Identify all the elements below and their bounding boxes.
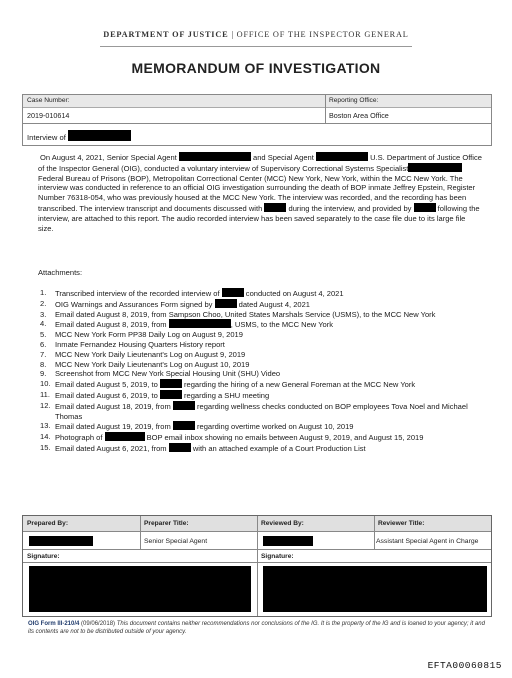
table-divider [257, 516, 258, 616]
form-footer [28, 620, 488, 636]
narrative-part: and Special Agent [253, 153, 314, 162]
attachment-text: Email dated August 6, 2019, to [55, 390, 158, 400]
attachment-number: 10. [40, 379, 51, 389]
attachment-item [38, 379, 482, 390]
attachment-text: Email dated August 5, 2019, to [55, 380, 158, 390]
attachment-number: 3. [40, 309, 47, 319]
narrative-paragraph [38, 152, 482, 233]
attachment-text: , USMS, to the MCC New York [230, 320, 334, 330]
reporting-office-value: Boston Area Office [329, 111, 389, 120]
redaction-block [169, 319, 231, 328]
attachment-item [38, 299, 482, 310]
attachment-item [38, 319, 482, 330]
attachment-number: 15. [40, 442, 51, 452]
signature-label-left: Signature: [27, 553, 60, 560]
subject-line [27, 130, 131, 142]
case-info-header-row [23, 95, 491, 108]
case-info-box [22, 94, 492, 124]
attachment-item [38, 288, 482, 299]
redaction-block [169, 443, 191, 452]
table-divider [374, 516, 375, 549]
redaction-block [316, 152, 368, 161]
bates-number: EFTA00060815 [427, 660, 502, 671]
redaction-block [215, 299, 237, 308]
attachment-number: 13. [40, 421, 51, 431]
attachment-item [38, 401, 482, 422]
attachment-number: 6. [40, 339, 47, 349]
letterhead-separator: | [228, 30, 237, 39]
attachments-list [38, 288, 482, 454]
attachment-item [38, 360, 482, 370]
redacted-preparer-name [29, 536, 93, 546]
case-info-divider [325, 95, 326, 123]
letterhead-rule [100, 46, 412, 47]
redacted-reviewer-signature [263, 566, 487, 612]
redaction-block [414, 203, 436, 212]
attachment-item [38, 310, 482, 320]
signature-label-right: Signature: [261, 553, 294, 560]
attachment-text: MCC New York Daily Lieutenant's Log on August 10, 2019 [55, 359, 250, 369]
attachment-text: OIG Warnings and Assurances Form signed by [55, 299, 213, 309]
attachment-text: Photograph of [55, 433, 103, 443]
narrative-text [38, 152, 482, 233]
attachment-item [38, 443, 482, 454]
attachment-number: 5. [40, 330, 47, 340]
attachment-number: 7. [40, 349, 47, 359]
attachment-number: 9. [40, 369, 47, 379]
attachment-item [38, 330, 482, 340]
letterhead [0, 30, 512, 39]
redacted-reviewer-name [263, 536, 313, 546]
reviewer-title-label: Reviewer Title: [378, 520, 425, 527]
attachment-text: MCC New York Form PP38 Daily Log on August 9, 2019 [55, 330, 243, 340]
department-name: DEPARTMENT OF JUSTICE [103, 30, 229, 39]
prepared-by-label: Prepared By: [27, 520, 69, 527]
attachment-number: 4. [40, 319, 47, 329]
redacted-preparer-signature [29, 566, 251, 612]
distribution-notice: This document contains neither recommendations nor conclusions of the IG. It is the property of the IG and is loaned to your agency; it and its contents are not to be distributed outside of your agency. [28, 621, 485, 635]
attachment-item [38, 369, 482, 379]
attachment-number: 12. [40, 400, 51, 410]
attachment-number: 11. [40, 389, 50, 399]
redaction-block [179, 152, 251, 161]
attachment-text: regarding overtime worked on August 10, 2019 [197, 422, 354, 432]
redaction-block [68, 130, 131, 141]
redaction-block [160, 390, 182, 399]
redaction-block [105, 432, 145, 441]
attachment-text: Email dated August 8, 2019, from [55, 320, 167, 330]
case-number-value: 2019-010614 [27, 111, 70, 120]
subject-box [22, 124, 492, 146]
attachment-item [38, 421, 482, 432]
attachment-text: Email dated August 19, 2019, from [55, 422, 171, 432]
redaction-block [222, 288, 244, 297]
office-name: OFFICE OF THE INSPECTOR GENERAL [236, 30, 409, 39]
attachment-text: Screenshot from MCC New York Special Housing Unit (SHU) Video [55, 369, 281, 379]
attachment-text: Email dated August 6, 2021, from [55, 443, 167, 453]
page-title: MEMORANDUM OF INVESTIGATION [131, 60, 381, 76]
reviewed-by-label: Reviewed By: [261, 520, 304, 527]
redaction-block [160, 379, 182, 388]
subject-text: Interview of [27, 133, 66, 142]
reporting-office-label: Reporting Office: [329, 97, 379, 104]
attachments-heading: Attachments: [38, 268, 83, 277]
attachment-text: regarding wellness checks conducted on BOP employees Tova Noel and Michael Thomas [55, 401, 468, 421]
attachment-item [38, 340, 482, 350]
attachment-text: dated August 4, 2021 [238, 299, 310, 309]
attachment-text: MCC New York Daily Lieutenant's Log on August 9, 2019 [55, 349, 246, 359]
attachment-number: 2. [40, 298, 47, 308]
redaction-block [264, 203, 286, 212]
attachment-item [38, 390, 482, 401]
narrative-part: following the interview, are attached to this report. The audio recorded interview has been saved separately to the case file due to its large file size. [38, 203, 480, 233]
reviewer-title-value: Assistant Special Agent in Charge [376, 538, 479, 545]
form-id: OIG Form III-210/4 [28, 621, 80, 627]
signature-table [22, 515, 492, 617]
attachment-text: regarding the hiring of a new General Foreman at the MCC New York [184, 380, 416, 390]
attachment-text: regarding a SHU meeting [184, 390, 270, 400]
preparer-title-value: Senior Special Agent [144, 538, 208, 545]
preparer-title-label: Preparer Title: [144, 520, 189, 527]
case-number-label: Case Number: [27, 97, 70, 104]
attachment-text: with an attached example of a Court Production List [192, 443, 366, 453]
attachment-text: conducted on August 4, 2021 [245, 289, 344, 298]
redaction-block [408, 163, 462, 172]
attachment-number: 14. [40, 432, 51, 442]
attachment-text: Email dated August 8, 2019, from Sampson Choo, United States Marshals Service (USMS), to the MCC New York [55, 309, 436, 319]
narrative-part: Federal Bureau of Prisons (BOP), Metropolitan Correctional Center (MCC) New York, New York, within the MCC New York. The interview was conducted in reference to an official OIG investigation surrounding the death of BOP inmate Jeffrey Epstein, Register Number 76318-054, who was previously housed at the MCC New York. The interview was recorded, and the recording has been transcribed. The interview transcript and documents discussed with [38, 173, 476, 213]
narrative-part: during the interview, and provided by [288, 203, 412, 213]
attachment-item [38, 432, 482, 443]
attachment-number: 8. [40, 359, 47, 369]
table-row-divider [23, 562, 491, 563]
table-divider [140, 516, 141, 549]
attachment-number: 1. [40, 288, 47, 297]
redaction-block [173, 401, 195, 410]
attachment-text: BOP email inbox showing no emails between August 9, 2019, and August 15, 2019 [146, 433, 424, 443]
redaction-block [173, 421, 195, 430]
attachment-text: Transcribed interview of the recorded interview of [55, 289, 220, 298]
attachment-text: Email dated August 18, 2019, from [55, 401, 171, 411]
attachment-text: Inmate Fernandez Housing Quarters History report [55, 339, 225, 349]
table-row-divider [23, 549, 491, 550]
narrative-part: On August 4, 2021, Senior Special Agent [40, 153, 177, 162]
form-date: (09/06/2018) [81, 621, 116, 627]
narrative-part: U.S. Department of Justice Office of the Inspector General (OIG), conducted a voluntary interview of Supervisory Correctional Systems Specialist [38, 153, 482, 173]
attachment-item [38, 350, 482, 360]
